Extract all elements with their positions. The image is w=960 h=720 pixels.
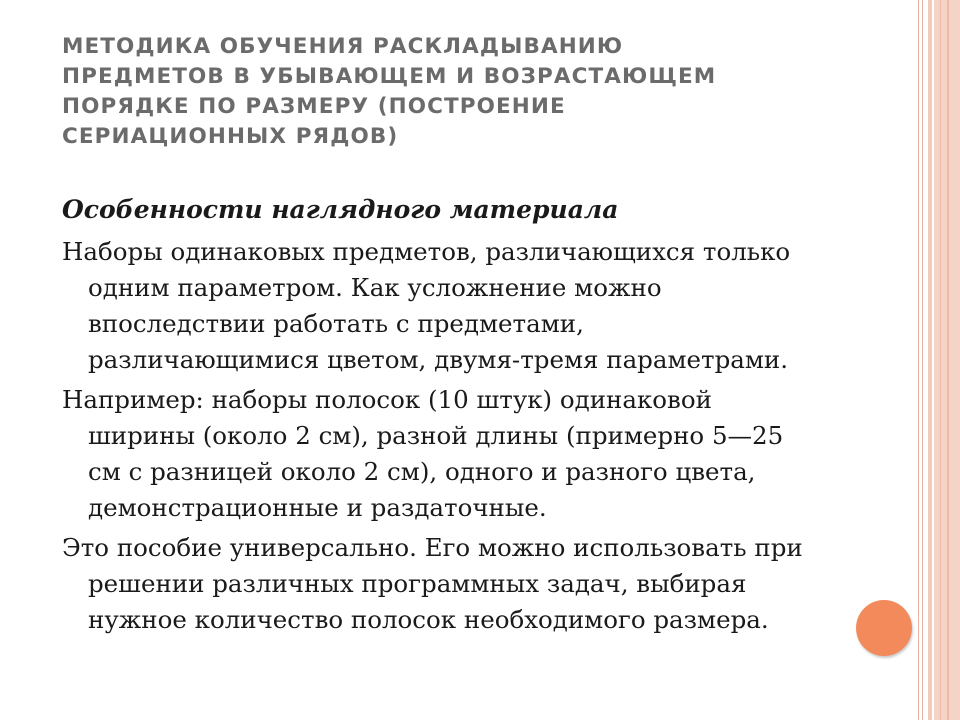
paragraph-line: одним параметром. Как усложнение можно [88,273,662,302]
title-line: МЕТОДИКА ОБУЧЕНИЯ РАСКЛАДЫВАНИЮ [62,34,624,59]
slide-body [62,190,902,642]
decorative-stripe [928,0,932,720]
paragraph-line: демонстрационные и раздаточные. [88,493,547,522]
paragraph-line: см с разницей около 2 см), одного и разного цвета, [88,457,756,486]
title-line: ПОРЯДКЕ ПО РАЗМЕРУ (ПОСТРОЕНИЕ [62,94,566,119]
paragraph-line: Это пособие универсально. Его можно использовать при [62,533,803,562]
title-line: ПРЕДМЕТОВ В УБЫВАЮЩЕМ И ВОЗРАСТАЮЩЕМ [62,64,717,89]
paragraph-line: решении различных программных задач, выбирая [88,569,747,598]
paragraph-line: Например: наборы полосок (10 штук) одинаковой [62,385,712,414]
decorative-circle [856,600,912,656]
decorative-stripe [918,0,919,720]
decorative-stripe [947,0,949,720]
paragraph-line: нужное количество полосок необходимого размера. [88,605,769,634]
title-line: СЕРИАЦИОННЫХ РЯДОВ) [62,124,399,149]
paragraph-line: Наборы одинаковых предметов, различающихся только [62,237,791,266]
paragraph-line: ширины (около 2 см), разной длины (примерно 5—25 [88,421,784,450]
paragraph-example [62,382,902,526]
paragraph-universal [62,530,902,638]
section-subtitle: Особенности наглядного материала [62,195,619,224]
paragraph-sets [62,234,902,378]
decorative-stripe [922,0,923,720]
decorative-stripe [940,0,941,720]
paragraph-line: различающимися цветом, двумя-тремя параметрами. [88,345,789,374]
paragraph-line: впоследствии работать с предметами, [88,309,584,338]
slide-title [62,32,882,152]
